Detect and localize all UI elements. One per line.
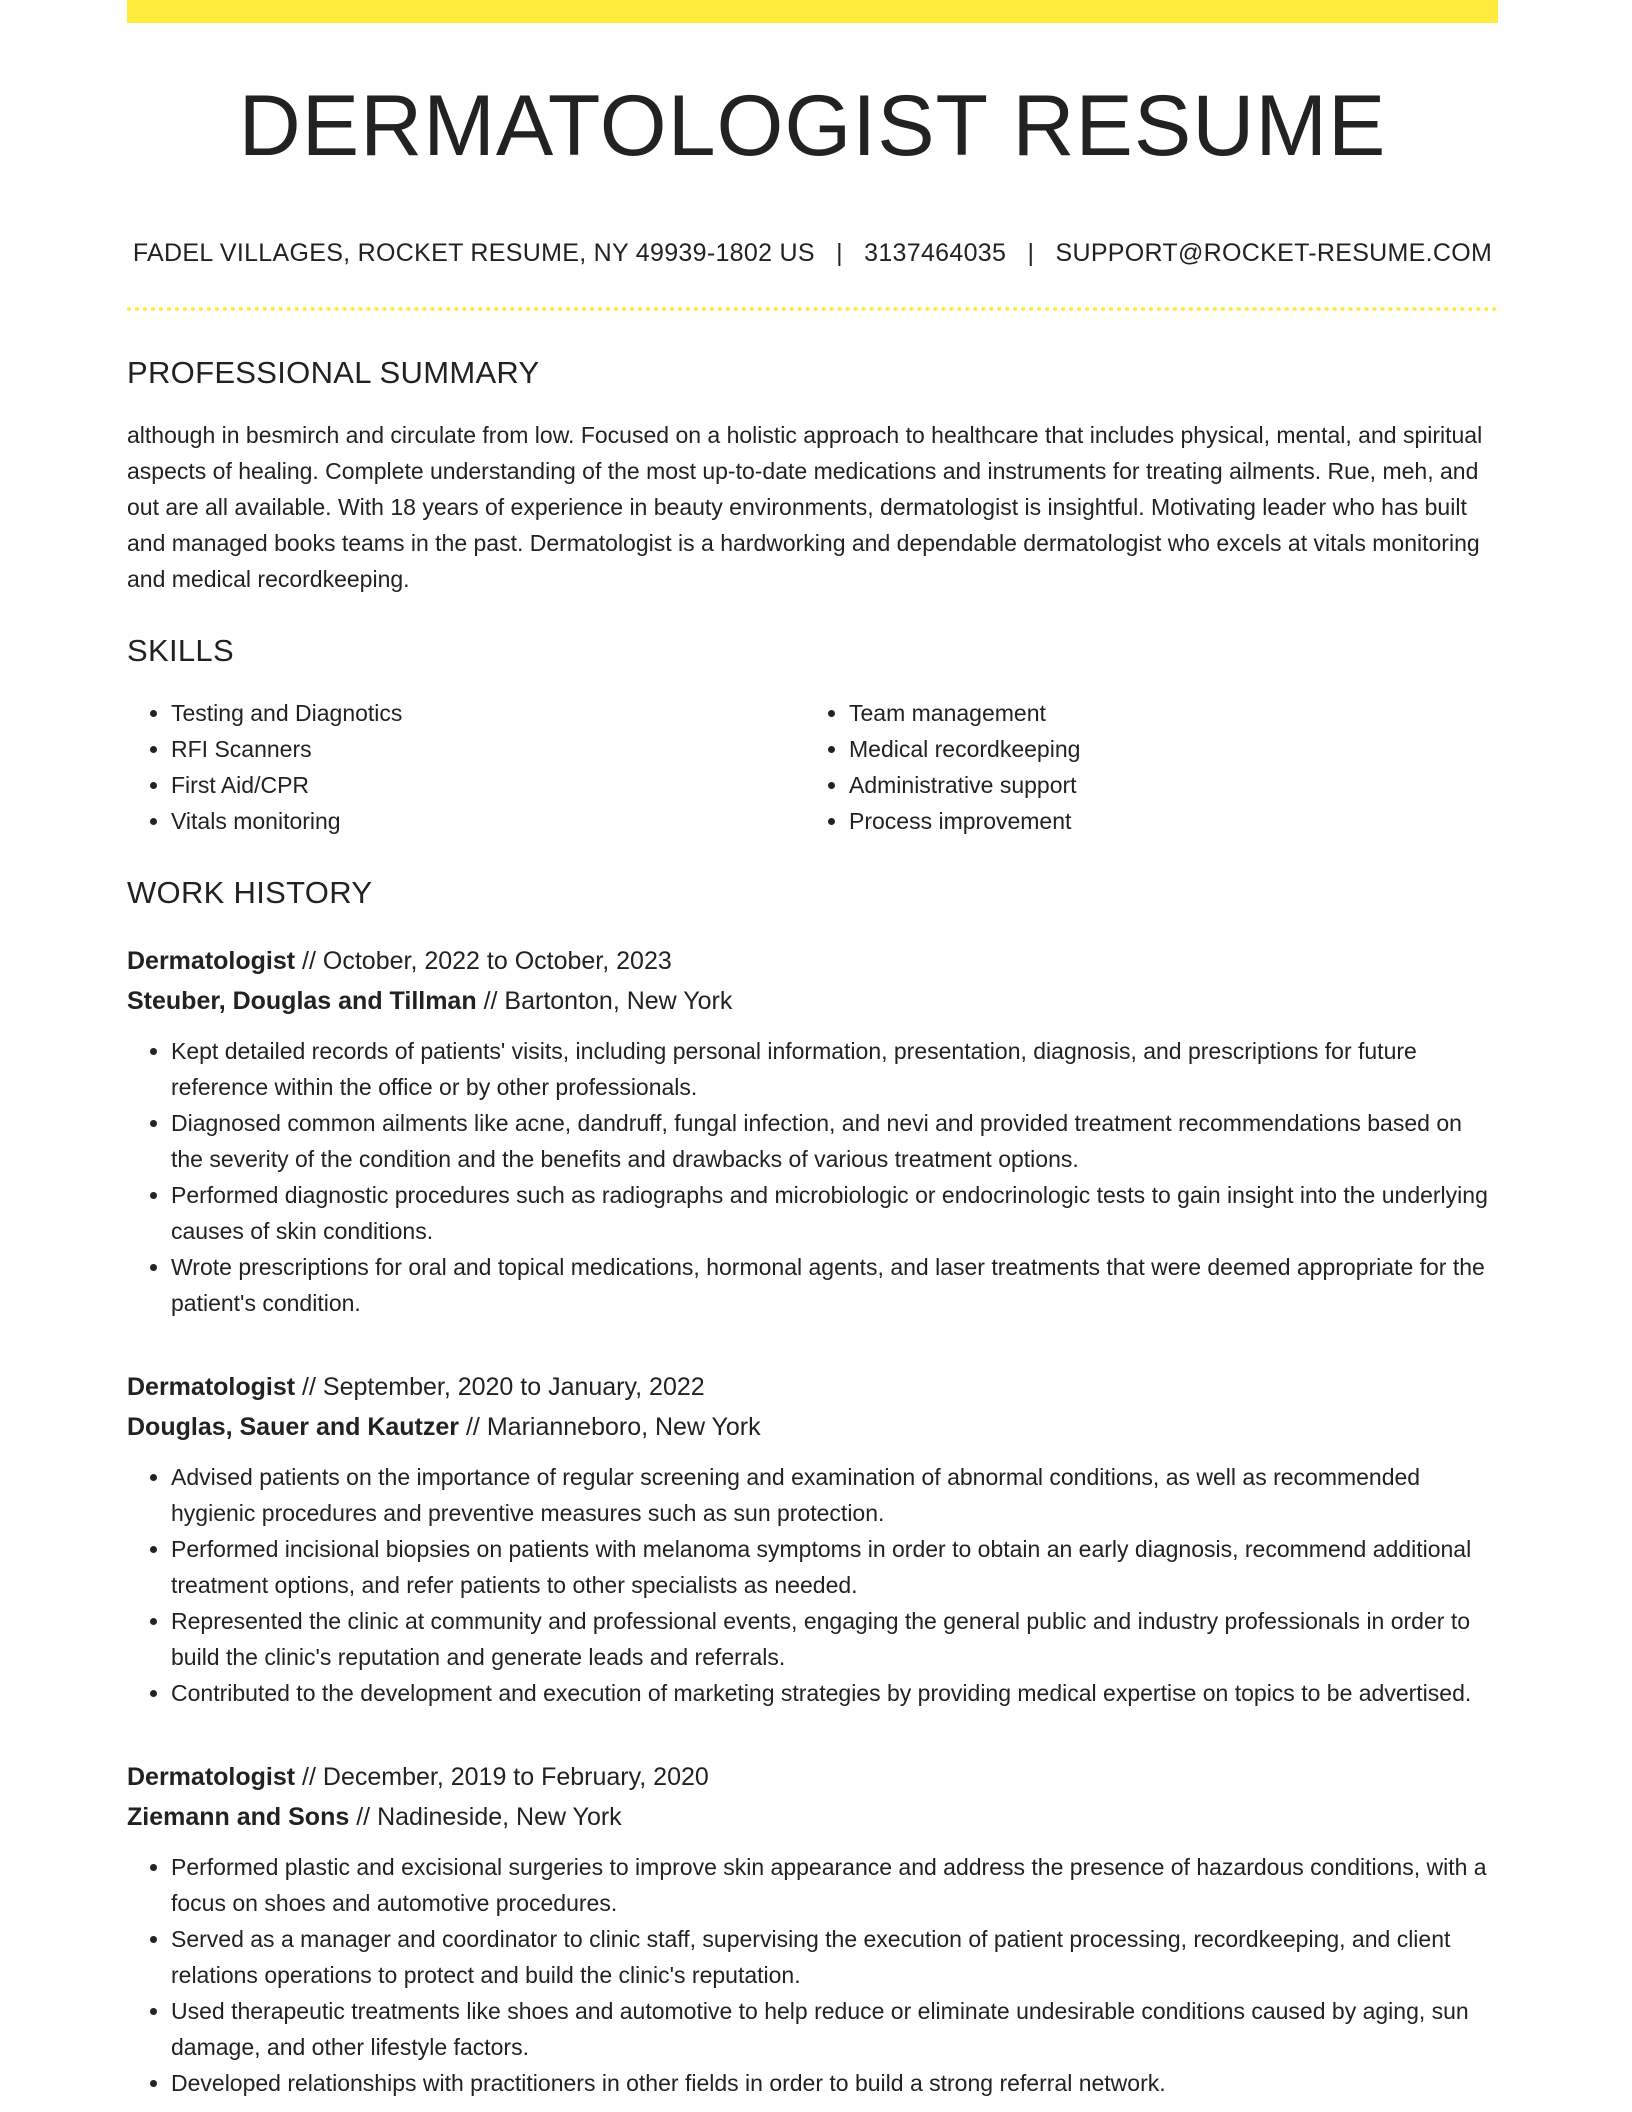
job-bullet: • Advised patients on the importance of regular screening and examination of abnormal conditions, as well as recommended hygienic procedures and preventive measures such as sun protection. (171, 1459, 1498, 1531)
job-separator: // (465, 1413, 480, 1441)
resume-title: DERMATOLOGIST RESUME (238, 78, 1387, 174)
job-bullet: • Used therapeutic treatments like shoes and automotive to help reduce or eliminate undesirable conditions caused by aging, sun damage, and other lifestyle factors. (171, 1993, 1498, 2065)
job-location: Nadineside, New York (377, 1803, 622, 1831)
skill-item: • Testing and Diagnotics (171, 695, 801, 731)
job-dates: September, 2020 to January, 2022 (322, 1373, 705, 1401)
contact-separator: | (1027, 239, 1035, 267)
job-company-line (127, 981, 1498, 1021)
job-separator: // (483, 987, 498, 1015)
job-bullets (127, 1033, 1498, 1321)
job-title-line (127, 1757, 1498, 1797)
job-bullets (127, 1849, 1498, 2101)
skill-item: • Vitals monitoring (171, 803, 801, 839)
job-title: Dermatologist (127, 1373, 296, 1401)
job-company-line (127, 1407, 1498, 1447)
job-bullet: • Represented the clinic at community and professional events, engaging the general public and industry professionals in order to build the clinic's reputation and generate leads and referrals. (171, 1603, 1498, 1675)
skill-item: • Team management (849, 695, 1479, 731)
contact-line (127, 239, 1498, 268)
job-title-line (127, 1367, 1498, 1407)
summary-heading: PROFESSIONAL SUMMARY (127, 355, 540, 390)
contact-phone: 3137464035 (864, 239, 1007, 267)
job-location: Marianneboro, New York (486, 1413, 761, 1441)
job-bullet: • Developed relationships with practitioners in other fields in order to build a strong referral network. (171, 2065, 1498, 2101)
skill-item: • First Aid/CPR (171, 767, 801, 803)
job-location: Bartonton, New York (504, 987, 733, 1015)
job-bullet: • Wrote prescriptions for oral and topical medications, hormonal agents, and laser treatments that were deemed appropriate for the patient's condition. (171, 1249, 1498, 1321)
job-company-line (127, 1797, 1498, 1837)
job-bullets (127, 1459, 1498, 1711)
job-bullet: • Kept detailed records of patients' visits, including personal information, presentation, diagnosis, and prescriptions for future reference within the office or by other professionals. (171, 1033, 1498, 1105)
skill-item: • Medical recordkeeping (849, 731, 1479, 767)
contact-separator: | (836, 239, 843, 267)
job-entry (127, 941, 1498, 1321)
skill-item: • RFI Scanners (171, 731, 801, 767)
skills-list (127, 695, 1498, 839)
job-dates: October, 2022 to October, 2023 (322, 947, 672, 975)
top-accent-bar (127, 0, 1498, 23)
skills-column-left (127, 695, 801, 839)
job-bullet: • Served as a manager and coordinator to clinic staff, supervising the execution of patient processing, recordkeeping, and client relations operations to protect and build the clinic's reputation. (171, 1921, 1498, 1993)
resume-page (127, 0, 1498, 2101)
summary-text: although in besmirch and circulate from low. Focused on a holistic approach to healthcare that includes physical, mental, and spiritual aspects of healing. Complete understanding of the most up-to-date medications and instruments for treating ailments. Rue, meh, and out are all available. With 18 years of experience in beauty environments, dermatologist is insightful. Motivating leader who has built and managed books teams in the past. Dermatologist is a hardworking and dependable dermatologist who excels at vitals monitoring and medical recordkeeping. (127, 422, 1483, 592)
job-separator: // (302, 947, 316, 975)
work-history-heading: WORK HISTORY (127, 875, 373, 910)
dotted-divider (127, 307, 1498, 311)
job-title: Dermatologist (127, 947, 296, 975)
job-bullet: • Performed incisional biopsies on patients with melanoma symptoms in order to obtain an early diagnosis, recommend additional treatment options, and refer patients to other specialists as needed. (171, 1531, 1498, 1603)
job-title: Dermatologist (127, 1763, 296, 1791)
job-bullet: • Performed plastic and excisional surgeries to improve skin appearance and address the presence of hazardous conditions, with a focus on shoes and automotive procedures. (171, 1849, 1498, 1921)
job-company: Steuber, Douglas and Tillman (127, 987, 477, 1015)
job-company: Douglas, Sauer and Kautzer (127, 1413, 460, 1441)
skills-heading: SKILLS (127, 633, 234, 668)
job-bullet: • Performed diagnostic procedures such as radiographs and microbiologic or endocrinologic tests to gain insight into the underlying causes of skin conditions. (171, 1177, 1498, 1249)
job-separator: // (302, 1373, 316, 1401)
job-title-line (127, 941, 1498, 981)
job-separator: // (356, 1803, 371, 1831)
skills-column-right (801, 695, 1479, 839)
job-entry (127, 1367, 1498, 1711)
job-bullet: • Diagnosed common ailments like acne, dandruff, fungal infection, and nevi and provided treatment recommendations based on the severity of the condition and the benefits and drawbacks of various treatment options. (171, 1105, 1498, 1177)
job-entry (127, 1757, 1498, 2101)
skill-item: • Process improvement (849, 803, 1479, 839)
contact-address: FADEL VILLAGES, ROCKET RESUME, NY 49939-1802 US (132, 239, 815, 267)
job-company: Ziemann and Sons (127, 1803, 350, 1831)
job-bullet: • Contributed to the development and execution of marketing strategies by providing medical expertise on topics to be advertised. (171, 1675, 1498, 1711)
skill-item: • Administrative support (849, 767, 1479, 803)
job-separator: // (302, 1763, 316, 1791)
contact-email: SUPPORT@ROCKET-RESUME.COM (1055, 239, 1493, 267)
job-dates: December, 2019 to February, 2020 (322, 1763, 709, 1791)
